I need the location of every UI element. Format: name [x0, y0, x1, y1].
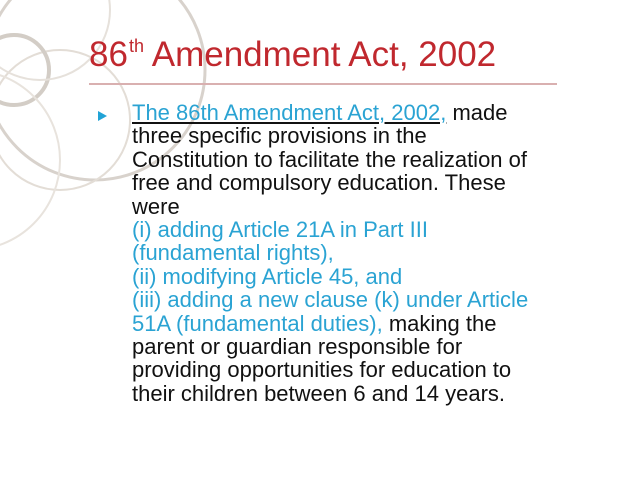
title-number: 86	[89, 35, 128, 74]
body-line-3: Constitution to facilitate the realization of	[132, 146, 528, 172]
body-text: made	[446, 100, 508, 125]
body-line-12: providing opportunities for education to	[132, 357, 512, 383]
title-divider	[89, 83, 557, 85]
provision-3: (iii) adding a new clause (k) under Article	[132, 287, 529, 313]
provision-1-cont: (fundamental rights),	[132, 240, 334, 266]
act-reference-link: The 86th Amendment Act, 2002,	[132, 100, 447, 125]
body-line-4: free and compulsory education. These	[132, 170, 506, 196]
provision-3-cont: 51A (fundamental duties),	[132, 310, 383, 336]
bullet-paragraph	[132, 101, 622, 405]
title-superscript: th	[128, 36, 144, 56]
body-line-1	[132, 101, 622, 124]
provision-2: (ii) modifying Article 45, and	[132, 263, 403, 289]
body-line-13: their children between 6 and 14 years.	[132, 380, 506, 406]
slide-title	[89, 34, 496, 81]
body-text: making the	[382, 310, 497, 336]
body-line-2: three specific provisions in the	[132, 123, 427, 149]
body-line-11: parent or guardian responsible for	[132, 334, 463, 360]
provision-1: (i) adding Article 21A in Part III	[132, 217, 428, 243]
body-line-10	[132, 312, 622, 335]
body-line-5: were	[132, 193, 180, 219]
title-text: Amendment Act, 2002	[143, 35, 497, 74]
bullet-arrow-icon	[98, 111, 107, 121]
